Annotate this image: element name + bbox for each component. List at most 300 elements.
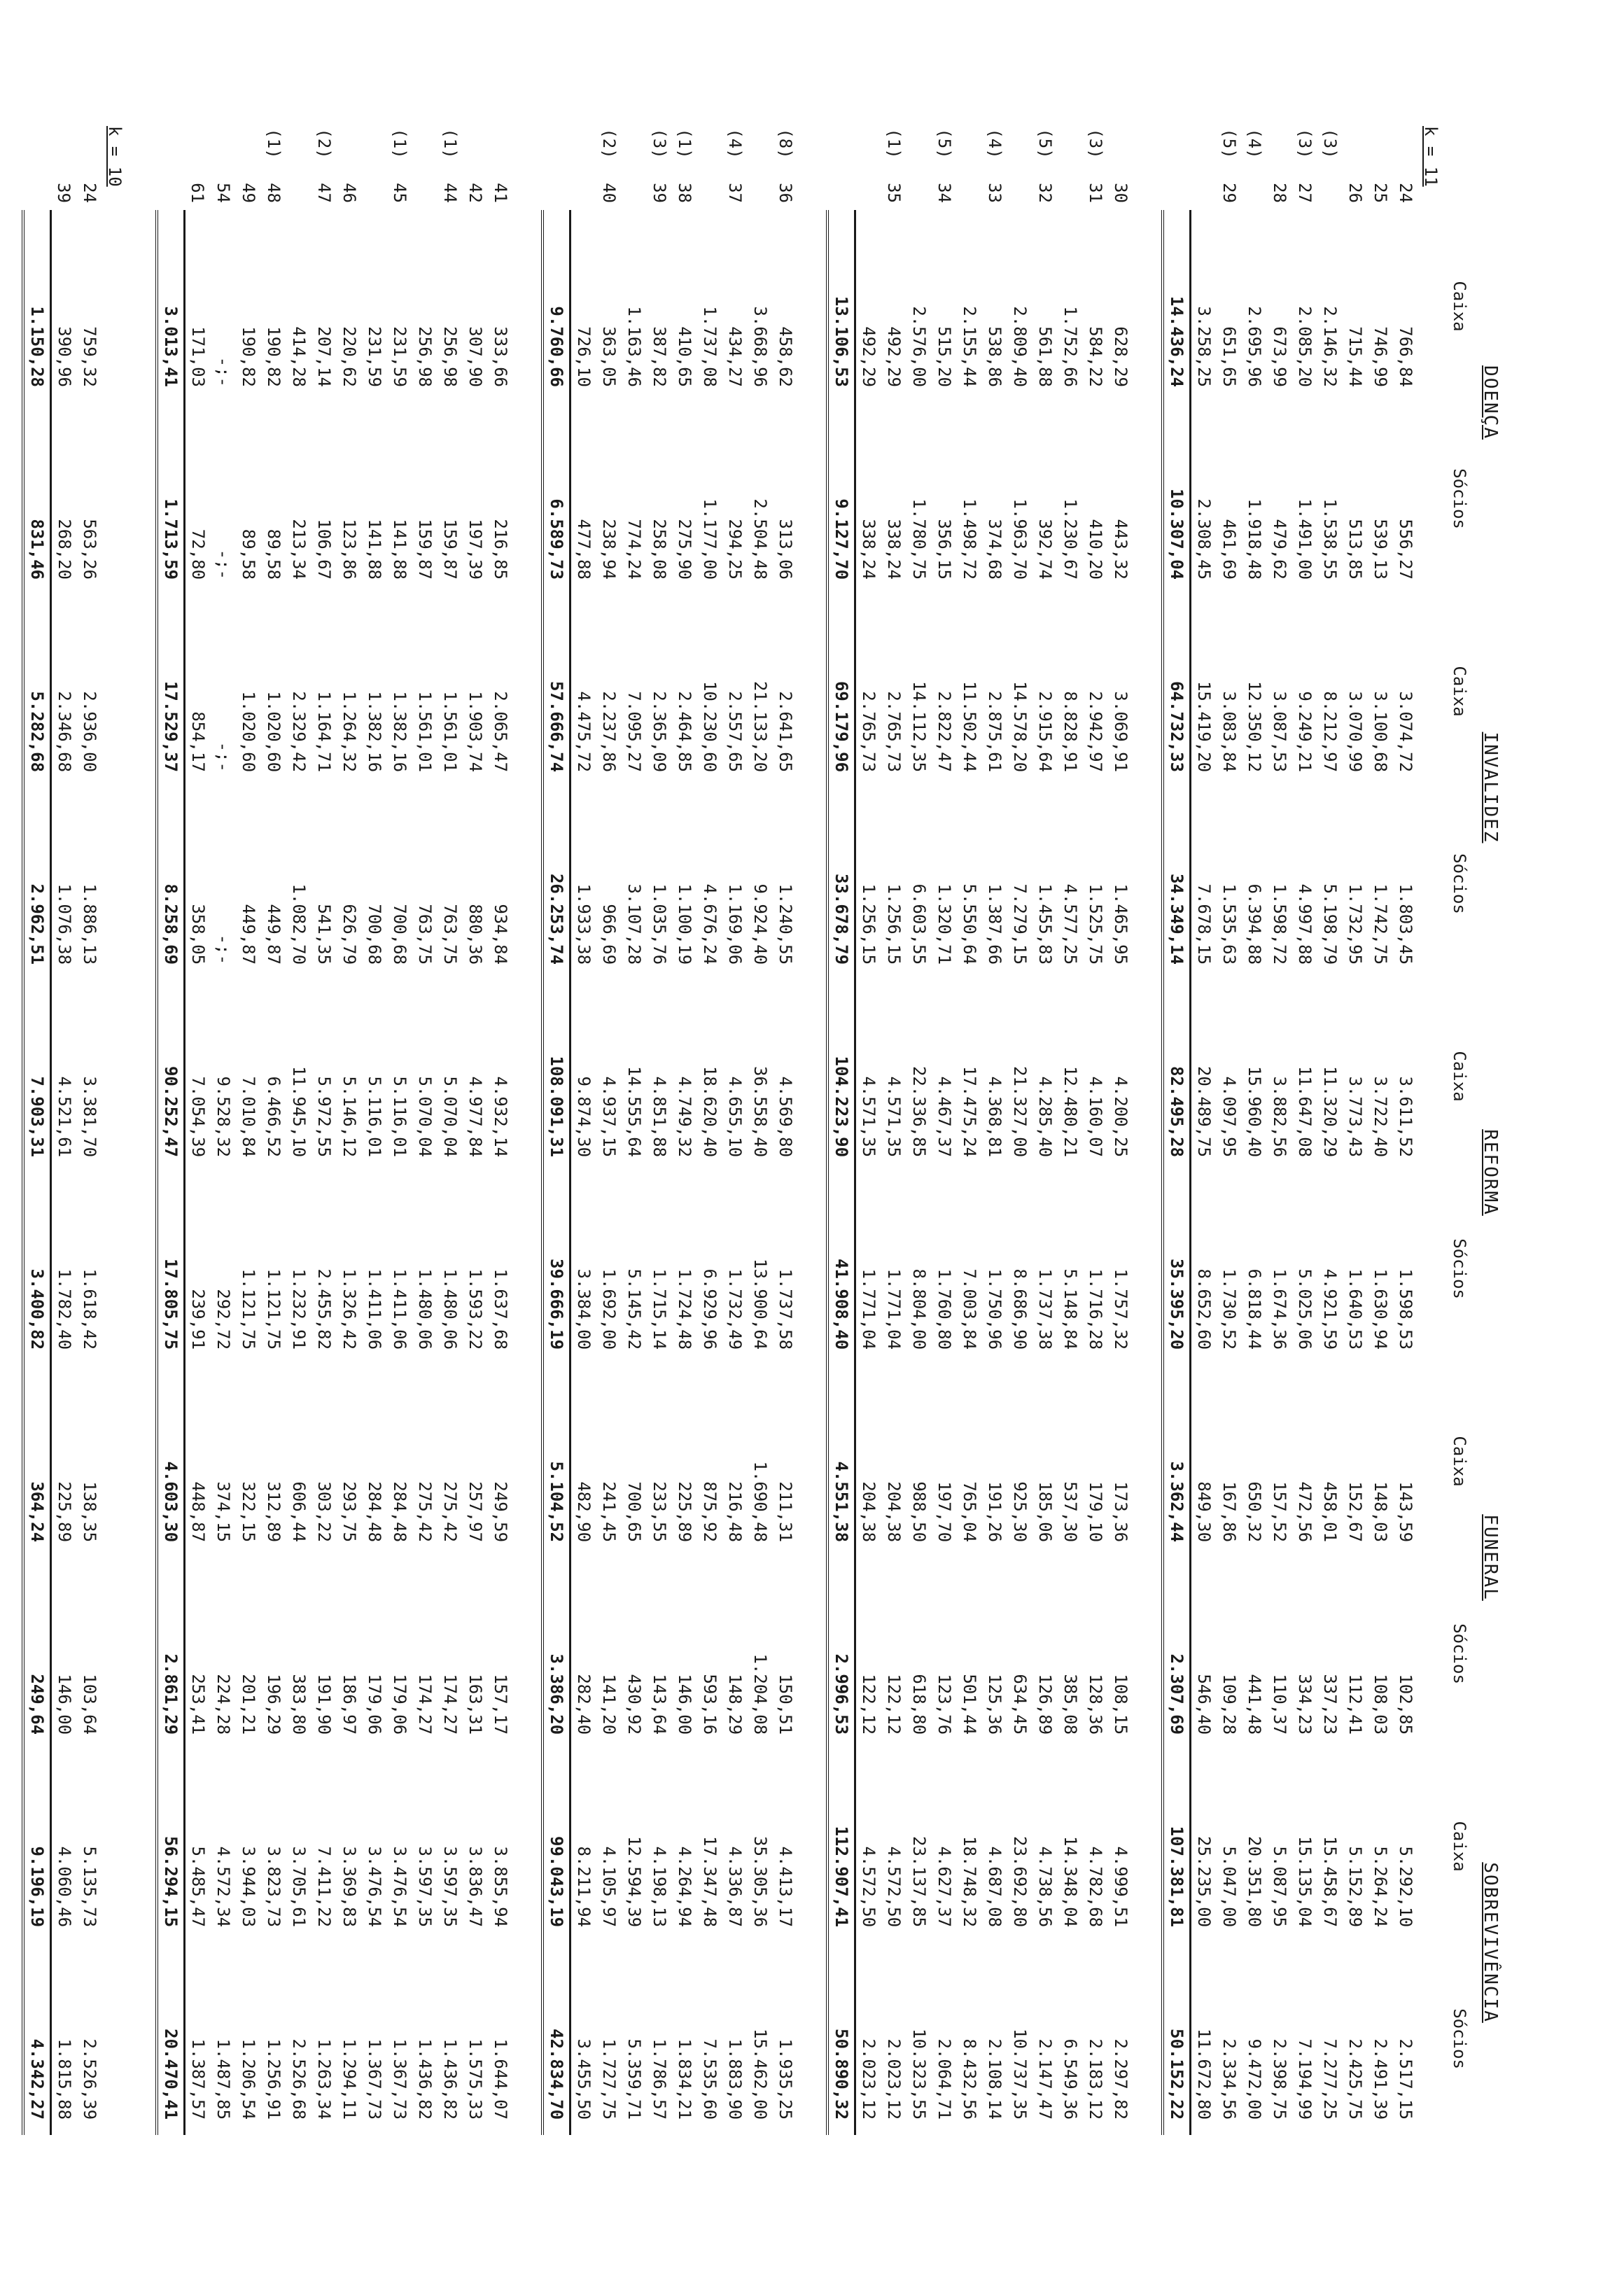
value-cell: 356,15 [934, 519, 954, 580]
value-cell: 4.285,40 [1035, 1076, 1055, 1158]
value-cell: 875,92 [700, 1481, 720, 1543]
value-cell: 4.060,46 [55, 1846, 74, 1928]
row-multiplier [286, 119, 312, 168]
header-caixa: Caixa [1450, 1051, 1469, 1102]
row-age: 24 [1396, 183, 1415, 203]
value-cell: 174,27 [440, 1674, 460, 1735]
value-cell: 1.230,67 [1060, 498, 1080, 580]
value-cell: 112,41 [1345, 1674, 1365, 1735]
value-cell: 337,23 [1320, 1674, 1340, 1735]
table-row [412, 119, 438, 2135]
table-row [881, 119, 906, 2135]
value-cell: 2.464,85 [675, 691, 694, 773]
row-multiplier [185, 119, 211, 168]
row-age [570, 168, 597, 210]
table-row [1108, 119, 1133, 2135]
block-spacer [513, 119, 542, 2135]
row-multiplier: (5) [1035, 128, 1055, 159]
value-cell: 231,59 [390, 326, 410, 387]
value-cell: 8.212,97 [1320, 691, 1340, 773]
row-age: 36 [776, 183, 795, 203]
value-cell: 1.724,48 [675, 1268, 694, 1350]
value-cell: 1.716,28 [1086, 1268, 1105, 1350]
value-cell: 2.065,47 [491, 691, 510, 773]
value-cell: 1.750,96 [985, 1268, 1004, 1350]
table-row [748, 119, 773, 2135]
value-cell: 700,68 [365, 904, 384, 965]
value-cell: 2.765,73 [884, 691, 904, 773]
value-cell: 3.882,56 [1270, 1076, 1289, 1158]
table-row [236, 119, 261, 2135]
value-cell: 4.577,25 [1060, 883, 1080, 965]
value-cell: 125,36 [985, 1674, 1004, 1735]
row-multiplier [1191, 119, 1217, 168]
value-cell: 11.320,29 [1320, 1065, 1340, 1158]
value-cell: 20.489,75 [1194, 1065, 1214, 1158]
value-cell: 3.855,94 [491, 1846, 510, 1928]
value-cell: 104.223,90 [827, 980, 855, 1172]
table-row [855, 119, 882, 2135]
value-cell: 12.350,12 [1245, 680, 1264, 773]
value-cell: 1.692,00 [599, 1268, 619, 1350]
value-cell: 4.342,27 [23, 1942, 51, 2135]
table-row [697, 119, 722, 2135]
value-cell: 538,86 [985, 326, 1004, 387]
value-cell: 141,20 [599, 1674, 619, 1735]
value-cell: 593,16 [700, 1674, 720, 1735]
header-caixa: Caixa [1450, 281, 1469, 332]
value-cell: 126,89 [1035, 1674, 1055, 1735]
value-cell: 313,06 [776, 519, 795, 580]
value-cell: 333,66 [491, 326, 510, 387]
row-age [412, 168, 438, 210]
value-cell: 2.942,97 [1086, 691, 1105, 773]
value-cell: 4.937,15 [599, 1076, 619, 1158]
table-row [982, 119, 1007, 2135]
value-cell: 4.200,25 [1111, 1076, 1130, 1158]
value-cell: 2.809,40 [1010, 306, 1030, 387]
row-age [1191, 168, 1217, 210]
value-cell: 515,20 [934, 326, 954, 387]
value-cell: 17.347,48 [700, 1836, 720, 1928]
value-cell: 3.668,96 [750, 306, 770, 387]
value-cell: -;- [214, 741, 233, 773]
value-cell: 2.307,69 [1163, 1558, 1191, 1750]
value-cell: 3.836,47 [465, 1846, 485, 1928]
value-cell: 383,80 [289, 1674, 309, 1735]
value-cell: 966,69 [599, 904, 619, 965]
block-spacer [127, 119, 157, 2135]
value-cell: 1.918,48 [1245, 498, 1264, 580]
value-cell: 157,52 [1270, 1481, 1289, 1543]
value-cell: 225,89 [675, 1481, 694, 1543]
table-row [1368, 119, 1393, 2135]
value-cell: 4.782,68 [1086, 1846, 1105, 1928]
value-cell: 186,97 [340, 1674, 359, 1735]
table-row [463, 119, 488, 2135]
header-sobrevivencia: SOBREVIVÊNCIA [1480, 1862, 1501, 2023]
value-cell: 14.555,64 [624, 1065, 644, 1158]
value-cell: 628,29 [1111, 326, 1130, 387]
value-cell: 5.047,00 [1219, 1846, 1239, 1928]
value-cell: 4.413,17 [776, 1846, 795, 1928]
value-cell: 3.597,35 [440, 1846, 460, 1928]
table-row [1267, 119, 1292, 2135]
value-cell: 4.160,07 [1086, 1076, 1105, 1158]
value-cell: 6.818,44 [1245, 1268, 1264, 1350]
value-cell: 107.381,81 [1163, 1750, 1191, 1942]
value-cell: 2.504,48 [750, 498, 770, 580]
value-cell: 1.076,38 [55, 883, 74, 965]
value-cell: 546,40 [1194, 1674, 1214, 1735]
header-socios: Sócios [1450, 853, 1469, 914]
row-age [855, 168, 882, 210]
value-cell: 1.786,57 [650, 2038, 669, 2120]
row-age [157, 168, 185, 210]
row-age: 40 [599, 183, 619, 203]
header-socios: Sócios [1450, 1623, 1469, 1684]
value-cell: 26.253,74 [542, 788, 570, 980]
table-row [622, 119, 647, 2135]
value-cell: 3.597,35 [415, 1846, 435, 1928]
subtotal-row [827, 119, 855, 2135]
value-cell: 5.070,04 [440, 1076, 460, 1158]
header-doenca: DOENÇA [1480, 365, 1501, 440]
value-cell: 253,41 [188, 1674, 208, 1735]
value-cell: 109,28 [1219, 1674, 1239, 1735]
value-cell: 106,67 [314, 519, 334, 580]
row-multiplier: (2) [314, 128, 334, 159]
value-cell: 374,68 [985, 519, 1004, 580]
value-cell: 23.692,80 [1010, 1836, 1030, 1928]
table-row [1393, 119, 1418, 2135]
value-cell: 191,26 [985, 1481, 1004, 1543]
value-cell: 2.085,20 [1295, 306, 1315, 387]
value-cell: 2.308,45 [1194, 498, 1214, 580]
value-cell: 8.258,69 [157, 788, 185, 980]
row-multiplier [542, 119, 570, 168]
table-row [1292, 119, 1317, 2135]
row-multiplier: (3) [650, 128, 669, 159]
value-cell: 34.349,14 [1163, 788, 1191, 980]
table-row [211, 119, 236, 2135]
value-cell: 179,06 [390, 1674, 410, 1735]
value-cell: 5.104,52 [542, 1365, 570, 1558]
value-cell: 763,75 [415, 904, 435, 965]
value-cell: 148,03 [1371, 1481, 1390, 1543]
value-cell: 159,87 [415, 519, 435, 580]
row-multiplier [1163, 119, 1191, 168]
value-cell: 673,99 [1270, 326, 1289, 387]
row-age [362, 168, 387, 210]
value-cell: 443,32 [1111, 519, 1130, 580]
value-cell: 1.771,04 [884, 1268, 904, 1350]
value-cell: 3.823,73 [264, 1846, 284, 1928]
value-cell: 225,89 [55, 1481, 74, 1543]
row-age: 27 [1295, 183, 1315, 203]
value-cell: 159,87 [440, 519, 460, 580]
value-cell: 99.043,19 [542, 1750, 570, 1942]
value-cell: 57.666,74 [542, 595, 570, 788]
value-cell: 6.589,73 [542, 402, 570, 595]
value-cell: 5.264,24 [1371, 1846, 1390, 1928]
table-row [261, 119, 286, 2135]
value-cell: 312,89 [264, 1481, 284, 1543]
value-cell: 1.535,63 [1219, 883, 1239, 965]
value-cell: 2.936,00 [80, 691, 99, 773]
row-multiplier [236, 119, 261, 168]
value-cell: 3.362,44 [1163, 1365, 1191, 1558]
table-row [906, 119, 932, 2135]
value-cell: 1.963,70 [1010, 498, 1030, 580]
value-cell: 7.010,84 [239, 1076, 258, 1158]
row-multiplier [23, 119, 51, 168]
value-cell: 1.382,16 [365, 691, 384, 773]
value-cell: 1.169,06 [725, 883, 745, 965]
value-cell: 1.411,06 [390, 1268, 410, 1350]
value-cell: 1.082,70 [289, 883, 309, 965]
table-row [312, 119, 337, 2135]
value-cell: 13.106,53 [827, 210, 855, 402]
table-row [1191, 119, 1217, 2135]
row-age: 32 [1035, 183, 1055, 203]
row-multiplier [362, 119, 387, 168]
value-cell: 410,20 [1086, 519, 1105, 580]
row-age [827, 168, 855, 210]
value-cell: 1.206,54 [239, 2038, 258, 2120]
value-cell: 233,55 [650, 1481, 669, 1543]
value-cell: 5.972,55 [314, 1076, 334, 1158]
value-cell: 1.177,00 [700, 498, 720, 580]
value-cell: 1.164,71 [314, 691, 334, 773]
value-cell: 1.294,11 [340, 2038, 359, 2120]
row-multiplier: (3) [1295, 128, 1315, 159]
table-row [488, 119, 513, 2135]
value-cell: 3.476,54 [390, 1846, 410, 1928]
value-cell: 1.525,75 [1086, 883, 1105, 965]
row-age: 46 [340, 183, 359, 203]
row-age: 24 [80, 183, 99, 203]
value-cell: 21.327,00 [1010, 1065, 1030, 1158]
row-age: 35 [884, 183, 904, 203]
row-age: 41 [491, 183, 510, 203]
value-cell: 256,98 [415, 326, 435, 387]
contributions-table [0, 119, 1505, 2135]
value-cell: 5.070,04 [415, 1076, 435, 1158]
group-header-row [1476, 119, 1505, 2135]
value-cell: 185,06 [1035, 1481, 1055, 1543]
value-cell: 90.252,47 [157, 980, 185, 1172]
value-cell: 17.475,24 [960, 1065, 979, 1158]
value-cell: 303,22 [314, 1481, 334, 1543]
row-multiplier: (4) [1245, 128, 1264, 159]
value-cell: 5.148,84 [1060, 1268, 1080, 1350]
value-cell: 25.235,00 [1194, 1836, 1214, 1928]
value-cell: 2.346,68 [55, 691, 74, 773]
value-cell: 726,10 [574, 326, 594, 387]
value-cell: 1.886,13 [80, 883, 99, 965]
value-cell: 763,75 [440, 904, 460, 965]
value-cell: 5.359,71 [624, 2038, 644, 2120]
value-cell: 626,79 [340, 904, 359, 965]
value-cell: 988,50 [909, 1481, 929, 1543]
row-age [697, 168, 722, 210]
value-cell: 123,76 [934, 1674, 954, 1735]
value-cell: 1.760,80 [934, 1268, 954, 1350]
value-cell: 1.561,01 [415, 691, 435, 773]
value-cell: 1.538,55 [1320, 498, 1340, 580]
value-cell: 9.472,00 [1245, 2038, 1264, 2120]
value-cell: 9.924,40 [750, 883, 770, 965]
header-reforma: REFORMA [1480, 1129, 1501, 1216]
table-row [1032, 119, 1058, 2135]
value-cell: 143,59 [1396, 1481, 1415, 1543]
value-cell: 108,15 [1111, 1674, 1130, 1735]
value-cell: 41.908,40 [827, 1172, 855, 1365]
table-row [1343, 119, 1368, 2135]
value-cell: 4.851,88 [650, 1076, 669, 1158]
corner-cell [1443, 119, 1476, 210]
value-cell: 9.196,19 [23, 1750, 51, 1942]
value-cell: 18.620,40 [700, 1065, 720, 1158]
value-cell: 1.737,08 [700, 306, 720, 387]
row-age: 49 [239, 183, 258, 203]
row-multiplier [1267, 119, 1292, 168]
value-cell: 11.647,08 [1295, 1065, 1315, 1158]
value-cell: 3.455,50 [574, 2038, 594, 2120]
value-cell: 197,70 [934, 1481, 954, 1543]
value-cell: 5.282,68 [23, 595, 51, 788]
row-multiplier [51, 119, 78, 168]
header-caixa: Caixa [1450, 666, 1469, 717]
subtotal-row [157, 119, 185, 2135]
value-cell: 190,82 [239, 326, 258, 387]
value-cell: 4.749,32 [675, 1076, 694, 1158]
value-cell: 2.822,47 [934, 691, 954, 773]
row-age [23, 168, 51, 210]
value-cell: 123,86 [340, 519, 359, 580]
value-cell: 1.780,75 [909, 498, 929, 580]
row-age: 37 [725, 183, 745, 203]
row-age: 30 [1111, 183, 1130, 203]
value-cell: 854,17 [188, 711, 208, 773]
value-cell: 2.641,65 [776, 691, 795, 773]
value-cell: 122,12 [859, 1674, 878, 1735]
value-cell: 22.336,85 [909, 1065, 929, 1158]
row-age: 45 [390, 183, 410, 203]
value-cell: 449,87 [264, 904, 284, 965]
value-cell: 1.387,66 [985, 883, 1004, 965]
value-cell: 275,90 [675, 519, 694, 580]
value-cell: 1.150,28 [23, 210, 51, 402]
value-cell: 4.655,10 [725, 1076, 745, 1158]
table-row [77, 119, 102, 2135]
value-cell: 4.603,30 [157, 1365, 185, 1558]
row-multiplier [622, 119, 647, 168]
value-cell: 501,44 [960, 1674, 979, 1735]
row-age: 38 [675, 183, 694, 203]
value-cell: 2.146,32 [1320, 306, 1340, 387]
table-row [570, 119, 597, 2135]
value-cell: 849,30 [1194, 1481, 1214, 1543]
value-cell: 292,72 [214, 1289, 233, 1350]
value-cell: 10.737,35 [1010, 2029, 1030, 2120]
value-cell: -;- [214, 549, 233, 580]
value-cell: 1.326,42 [340, 1268, 359, 1350]
row-age: 28 [1270, 183, 1289, 203]
spacer-cell [513, 119, 542, 2135]
row-age [1317, 168, 1343, 210]
value-cell: 15.135,04 [1295, 1836, 1315, 1928]
value-cell: 4.572,50 [859, 1846, 878, 1928]
value-cell: 3.400,82 [23, 1172, 51, 1365]
row-age: 26 [1345, 183, 1365, 203]
value-cell: 390,96 [55, 326, 74, 387]
value-cell: 2.237,86 [599, 691, 619, 773]
value-cell: 249,64 [23, 1558, 51, 1750]
value-cell: 39.666,19 [542, 1172, 570, 1365]
value-cell: 1.782,40 [55, 1268, 74, 1350]
value-cell: 143,64 [650, 1674, 669, 1735]
value-cell: 4.521,61 [55, 1076, 74, 1158]
value-cell: 746,99 [1371, 326, 1390, 387]
value-cell: 1.644,07 [491, 2038, 510, 2120]
value-cell: 5.135,73 [80, 1846, 99, 1928]
row-age: 39 [650, 183, 669, 203]
value-cell: 15.458,67 [1320, 1836, 1340, 1928]
value-cell: 171,03 [188, 326, 208, 387]
value-cell: 441,48 [1245, 1674, 1264, 1735]
header-socios: Sócios [1450, 1238, 1469, 1299]
value-cell: 207,14 [314, 326, 334, 387]
value-cell: 179,06 [365, 1674, 384, 1735]
value-cell: 9.127,70 [827, 402, 855, 595]
value-cell: 1.732,95 [1345, 883, 1365, 965]
value-cell: 1.630,94 [1371, 1268, 1390, 1350]
value-cell: 334,23 [1295, 1674, 1315, 1735]
value-cell: 249,59 [491, 1481, 510, 1543]
value-cell: 5.485,47 [188, 1846, 208, 1928]
value-cell: 197,39 [465, 519, 485, 580]
value-cell: 1.737,58 [776, 1268, 795, 1350]
value-cell: 50.152,22 [1163, 1942, 1191, 2135]
value-cell: 257,97 [465, 1481, 485, 1543]
value-cell: 3.381,70 [80, 1076, 99, 1158]
value-cell: 11.945,10 [289, 1065, 309, 1158]
value-cell: 650,32 [1245, 1481, 1264, 1543]
value-cell: 1.752,66 [1060, 306, 1080, 387]
value-cell: 4.932,14 [491, 1076, 510, 1158]
value-cell: 1.598,53 [1396, 1268, 1415, 1350]
subtotal-row [542, 119, 570, 2135]
value-cell: 2.365,09 [650, 691, 669, 773]
value-cell: 715,44 [1345, 326, 1365, 387]
value-cell: 774,24 [624, 519, 644, 580]
value-cell: 8.211,94 [574, 1846, 594, 1928]
value-cell: 1.487,85 [214, 2038, 233, 2120]
value-cell: 4.997,88 [1295, 883, 1315, 965]
value-cell: 1.100,19 [675, 883, 694, 965]
value-cell: 15.419,20 [1194, 680, 1214, 773]
value-cell: 563,26 [80, 519, 99, 580]
value-cell: 2.765,73 [859, 691, 878, 773]
value-cell: 4.264,94 [675, 1846, 694, 1928]
value-cell: 2.334,56 [1219, 2038, 1239, 2120]
value-cell: 4.336,87 [725, 1846, 745, 1928]
row-multiplier [957, 119, 982, 168]
row-multiplier [1007, 119, 1032, 168]
value-cell: 5.550,64 [960, 883, 979, 965]
